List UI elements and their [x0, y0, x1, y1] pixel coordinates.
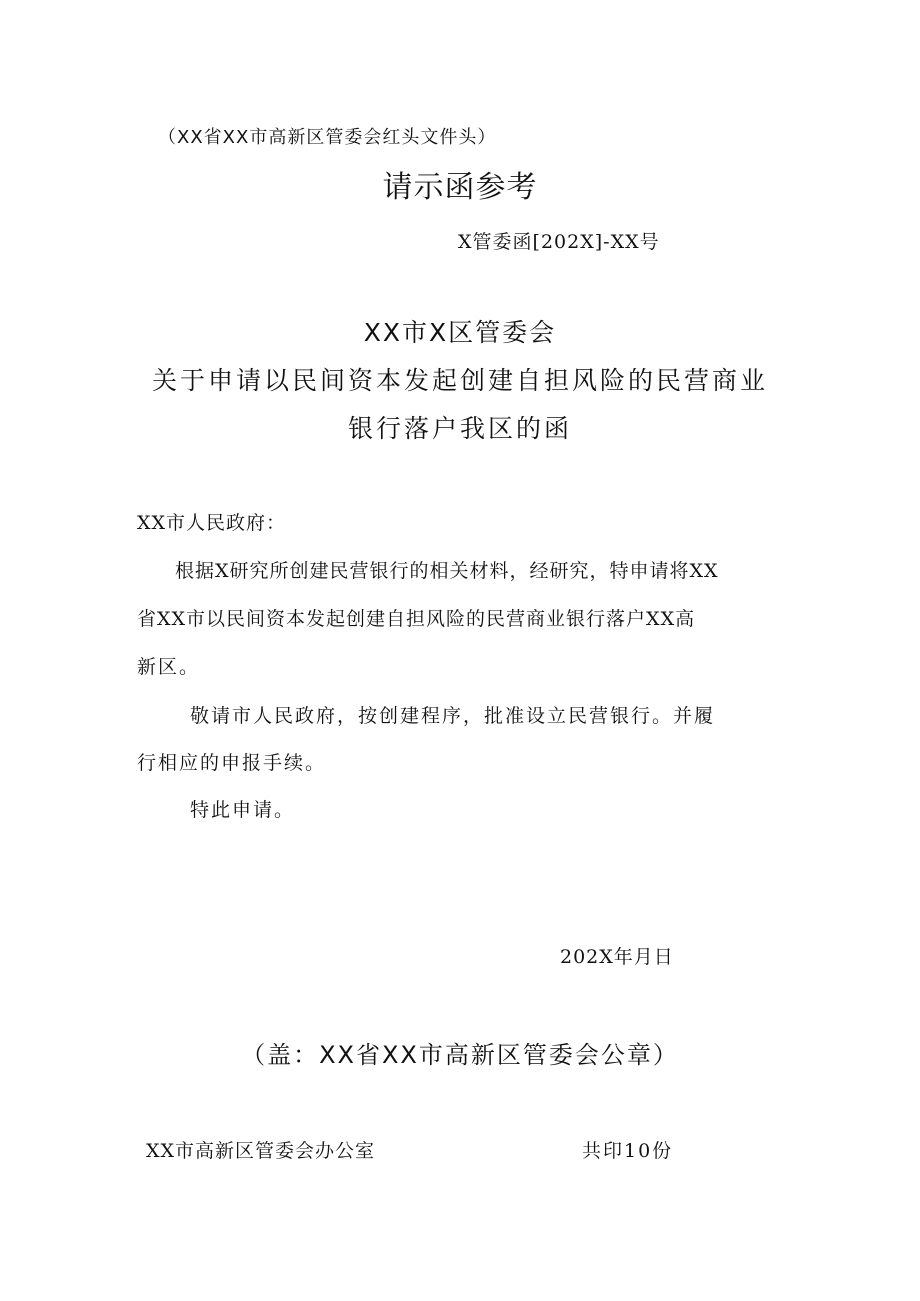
- issuer-heading: XX市X区管委会: [363, 318, 557, 347]
- seal-note: （盖：XX省XX市高新区管委会公章）: [241, 1041, 679, 1069]
- subject-line-2: 银行落户我区的函: [347, 414, 572, 443]
- footer-office: XX市高新区管委会办公室: [146, 1140, 376, 1162]
- subject-line-1: 关于申请以民间资本发起创建自担风险的民营商业: [151, 366, 768, 395]
- body-line: 根据X研究所创建民营银行的相关材料，经研究，特申请将XX: [175, 560, 719, 582]
- body-line: 敬请市人民政府，按创建程序，批准设立民营银行。并履: [190, 705, 716, 727]
- body-line: 新区。: [137, 656, 201, 678]
- closing-line: 特此申请。: [190, 799, 296, 821]
- document-number: X管委函[202X]-XX号: [458, 231, 660, 253]
- letterhead-note: （XX省XX市高新区管委会红头文件头）: [158, 127, 497, 148]
- body-line: 行相应的申报手续。: [137, 752, 327, 774]
- footer-copies: 共印10份: [582, 1140, 674, 1162]
- document-title: 请示函参考: [382, 170, 538, 205]
- body-line: 省XX市以民间资本发起创建自担风险的民营商业银行落户XX高: [137, 608, 696, 630]
- document-date: 202X年月日: [560, 946, 674, 968]
- salutation: XX市人民政府：: [137, 512, 287, 534]
